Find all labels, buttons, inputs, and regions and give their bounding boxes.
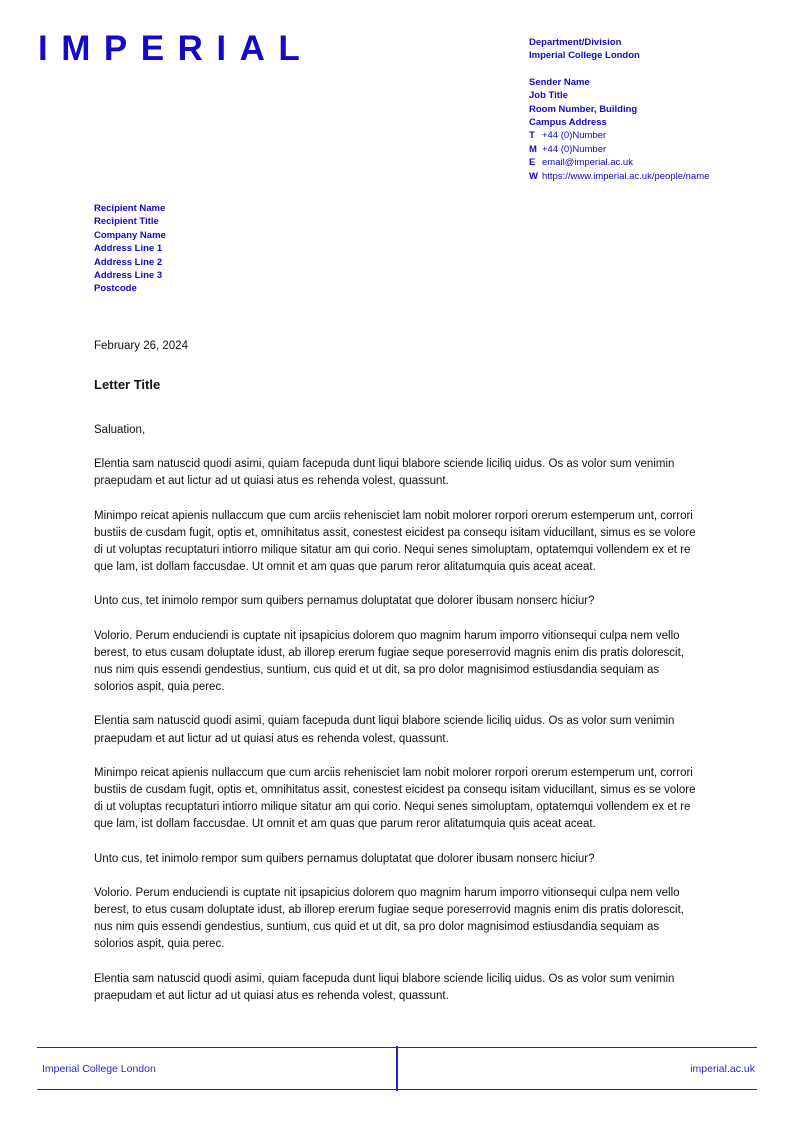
sender-telephone <box>529 129 709 142</box>
letter-body <box>94 338 698 1005</box>
sender-job-title: Job Title <box>529 90 568 102</box>
recipient-name: Recipient Name <box>94 203 166 214</box>
email-value[interactable]: email@imperial.ac.uk <box>542 157 633 169</box>
letter-paragraph: Elentia sam natuscid quodi asimi, quiam facepuda dunt liqui blabore sciende liciliq uidus. Os as volor sum venimin praepudam et aut lictur ad ut quiasi atus es rehenda volest, quassunt. <box>94 972 675 1002</box>
footer-vertical-divider <box>396 1046 398 1090</box>
letter-paragraph: Elentia sam natuscid quodi asimi, quiam facepuda dunt liqui blabore sciende liciliq uidus. Os as volor sum venimin praepudam et aut lictur ad ut quiasi atus es rehenda volest, quassunt. <box>94 715 675 745</box>
letter-paragraph: Unto cus, tet inimolo rempor sum quibers pernamus doluptatat que dolorer ibusam nonserc hiciur? <box>94 595 595 608</box>
letter-paragraph: Unto cus, tet inimolo rempor sum quibers pernamus doluptatat que dolorer ibusam nonserc hiciur? <box>94 852 595 865</box>
sender-details <box>529 76 709 183</box>
footer-organisation: Imperial College London <box>42 1062 156 1075</box>
recipient-company: Company Name <box>94 229 166 241</box>
letter-paragraph: Minimpo reicat apienis nullaccum que cum arciis rehenisciet lam nobit molorer rorpori orerum estemperum unt, corrori bustiis de cusdam fugit, optis et, omnihitatus assit, conestest eicidest pa consequ isitam viducillant, simus es se volore di ut voluptas recuptaturi intiorro milique sitatur am qui corio. Nequi senes simoluptam, optatemqui vollendem ex et re que lam, ist dollam faccusdae. Ut omnit et am quas que parum reror alitatumquia quis aceat aceat. <box>94 509 696 574</box>
letter-paragraph: Minimpo reicat apienis nullaccum que cum arciis rehenisciet lam nobit molorer rorpori orerum estemperum unt, corrori bustiis de cusdam fugit, optis et, omnihitatus assit, conestest eicidest pa consequ isitam viducillant, simus es se volore di ut voluptas recuptaturi intiorro milique sitatur am qui corio. Nequi senes simoluptam, optatemqui vollendem ex et re que lam, ist dollam faccusdae. Ut omnit et am quas que parum reror alitatumquia quis aceat aceat. <box>94 766 696 831</box>
sender-mobile <box>529 143 709 156</box>
sender-email <box>529 156 709 169</box>
email-label: E <box>529 157 536 169</box>
sender-department: Department/Division <box>529 37 622 48</box>
letter-paragraph: Elentia sam natuscid quodi asimi, quiam facepuda dunt liqui blabore sciende liciliq uidus. Os as volor sum venimin praepudam et aut lictur ad ut quiasi atus es rehenda volest, quassunt. <box>94 458 675 488</box>
telephone-value: +44 (0)Number <box>542 130 607 142</box>
page-footer <box>37 1047 757 1090</box>
recipient-address-line-2: Address Line 2 <box>94 256 163 268</box>
letter-paragraph: Volorio. Perum enduciendi is cuptate nit ipsapicius dolorem quo magnim harum imporro vitionsequi culpa nem vello berest, to etus cusam doluptate idust, ab illorep ererum fugiae seque poreserrovid magnis enim dis pratis dolorescit, nus nim quis essendi gendestius, suntium, cus quid et ut dit, sa pro dolor magnisimod estiusdandia sequiam as solorios aspit, quia perec. <box>94 886 684 951</box>
telephone-label: T <box>529 130 535 142</box>
recipient-address-line-1: Address Line 1 <box>94 243 163 255</box>
footer-website[interactable]: imperial.ac.uk <box>690 1062 755 1075</box>
letter-title: Letter Title <box>94 377 161 392</box>
recipient-address-block <box>94 202 166 296</box>
letter-salutation: Saluation, <box>94 424 146 436</box>
imperial-logo: IMPERIAL <box>38 29 314 68</box>
website-label: W <box>529 170 538 182</box>
sender-organisation: Imperial College London <box>529 50 640 62</box>
mobile-label: M <box>529 143 537 155</box>
sender-room: Room Number, Building <box>529 103 638 115</box>
recipient-title: Recipient Title <box>94 216 159 228</box>
website-value[interactable]: https://www.imperial.ac.uk/people/name <box>542 170 710 182</box>
sender-block <box>529 36 709 183</box>
sender-campus-address: Campus Address <box>529 117 607 129</box>
recipient-postcode: Postcode <box>94 283 137 295</box>
letter-date: February 26, 2024 <box>94 340 188 352</box>
recipient-address-line-3: Address Line 3 <box>94 270 163 282</box>
mobile-value: +44 (0)Number <box>542 143 607 155</box>
sender-website <box>529 170 709 183</box>
letter-paragraph: Volorio. Perum enduciendi is cuptate nit ipsapicius dolorem quo magnim harum imporro vitionsequi culpa nem vello berest, to etus cusam doluptate idust, ab illorep ererum fugiae seque poreserrovid magnis enim dis pratis dolorescit, nus nim quis essendi gendestius, suntium, cus quid et ut dit, sa pro dolor magnisimod estiusdandia sequiam as solorios aspit, quia perec. <box>94 629 684 694</box>
footer-inner <box>37 1048 757 1089</box>
sender-name: Sender Name <box>529 76 590 88</box>
